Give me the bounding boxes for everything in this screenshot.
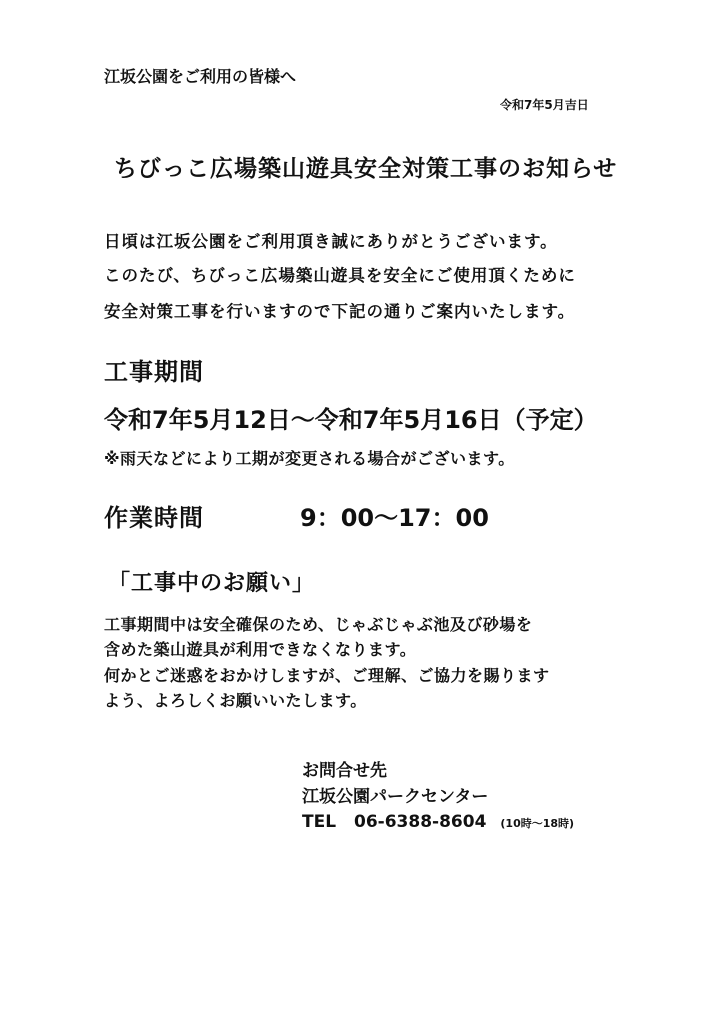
request-line: 含めた築山遊具が利用できなくなります。 (104, 640, 417, 659)
hours-label: 作業時間 (104, 504, 204, 532)
request-line: 工事期間中は安全確保のため、じゃぶじゃぶ池及び砂場を (104, 615, 533, 634)
contact-label: お問合せ先 (302, 761, 387, 781)
intro-line: 日頃は江坂公園をご利用頂き誠にありがとうございます。 (104, 232, 558, 251)
addressee: 江坂公園をご利用の皆様へ (104, 67, 297, 86)
period-heading: 工事期間 (104, 358, 204, 386)
tel-label: TEL (302, 812, 337, 832)
intro-line: このたび、ちびっこ広場築山遊具を安全にご使用頂くために (104, 266, 576, 285)
intro-line: 安全対策工事を行いますので下記の通りご案内いたします。 (104, 302, 576, 321)
contact-org: 江坂公園パークセンター (302, 787, 489, 807)
tel-number: 06-6388-8604 (354, 812, 487, 832)
period-value: 令和7年5月12日～令和7年5月16日（予定） (104, 406, 598, 434)
hours-value: 9：00～17：00 (300, 504, 489, 532)
tel-hours: (10時～18時) (500, 817, 575, 830)
contact-tel (302, 812, 574, 832)
request-line: よう、よろしくお願いいたします。 (104, 691, 367, 710)
notice-title: ちびっこ広場築山遊具安全対策工事のお知らせ (114, 156, 618, 182)
period-note: ※雨天などにより工期が変更される場合がございます。 (104, 449, 515, 468)
request-heading: 「工事中のお願い」 (108, 571, 316, 596)
request-line: 何かとご迷惑をおかけしますが、ご理解、ご協力を賜ります (104, 666, 550, 685)
notice-date: 令和7年5月吉日 (500, 98, 589, 112)
